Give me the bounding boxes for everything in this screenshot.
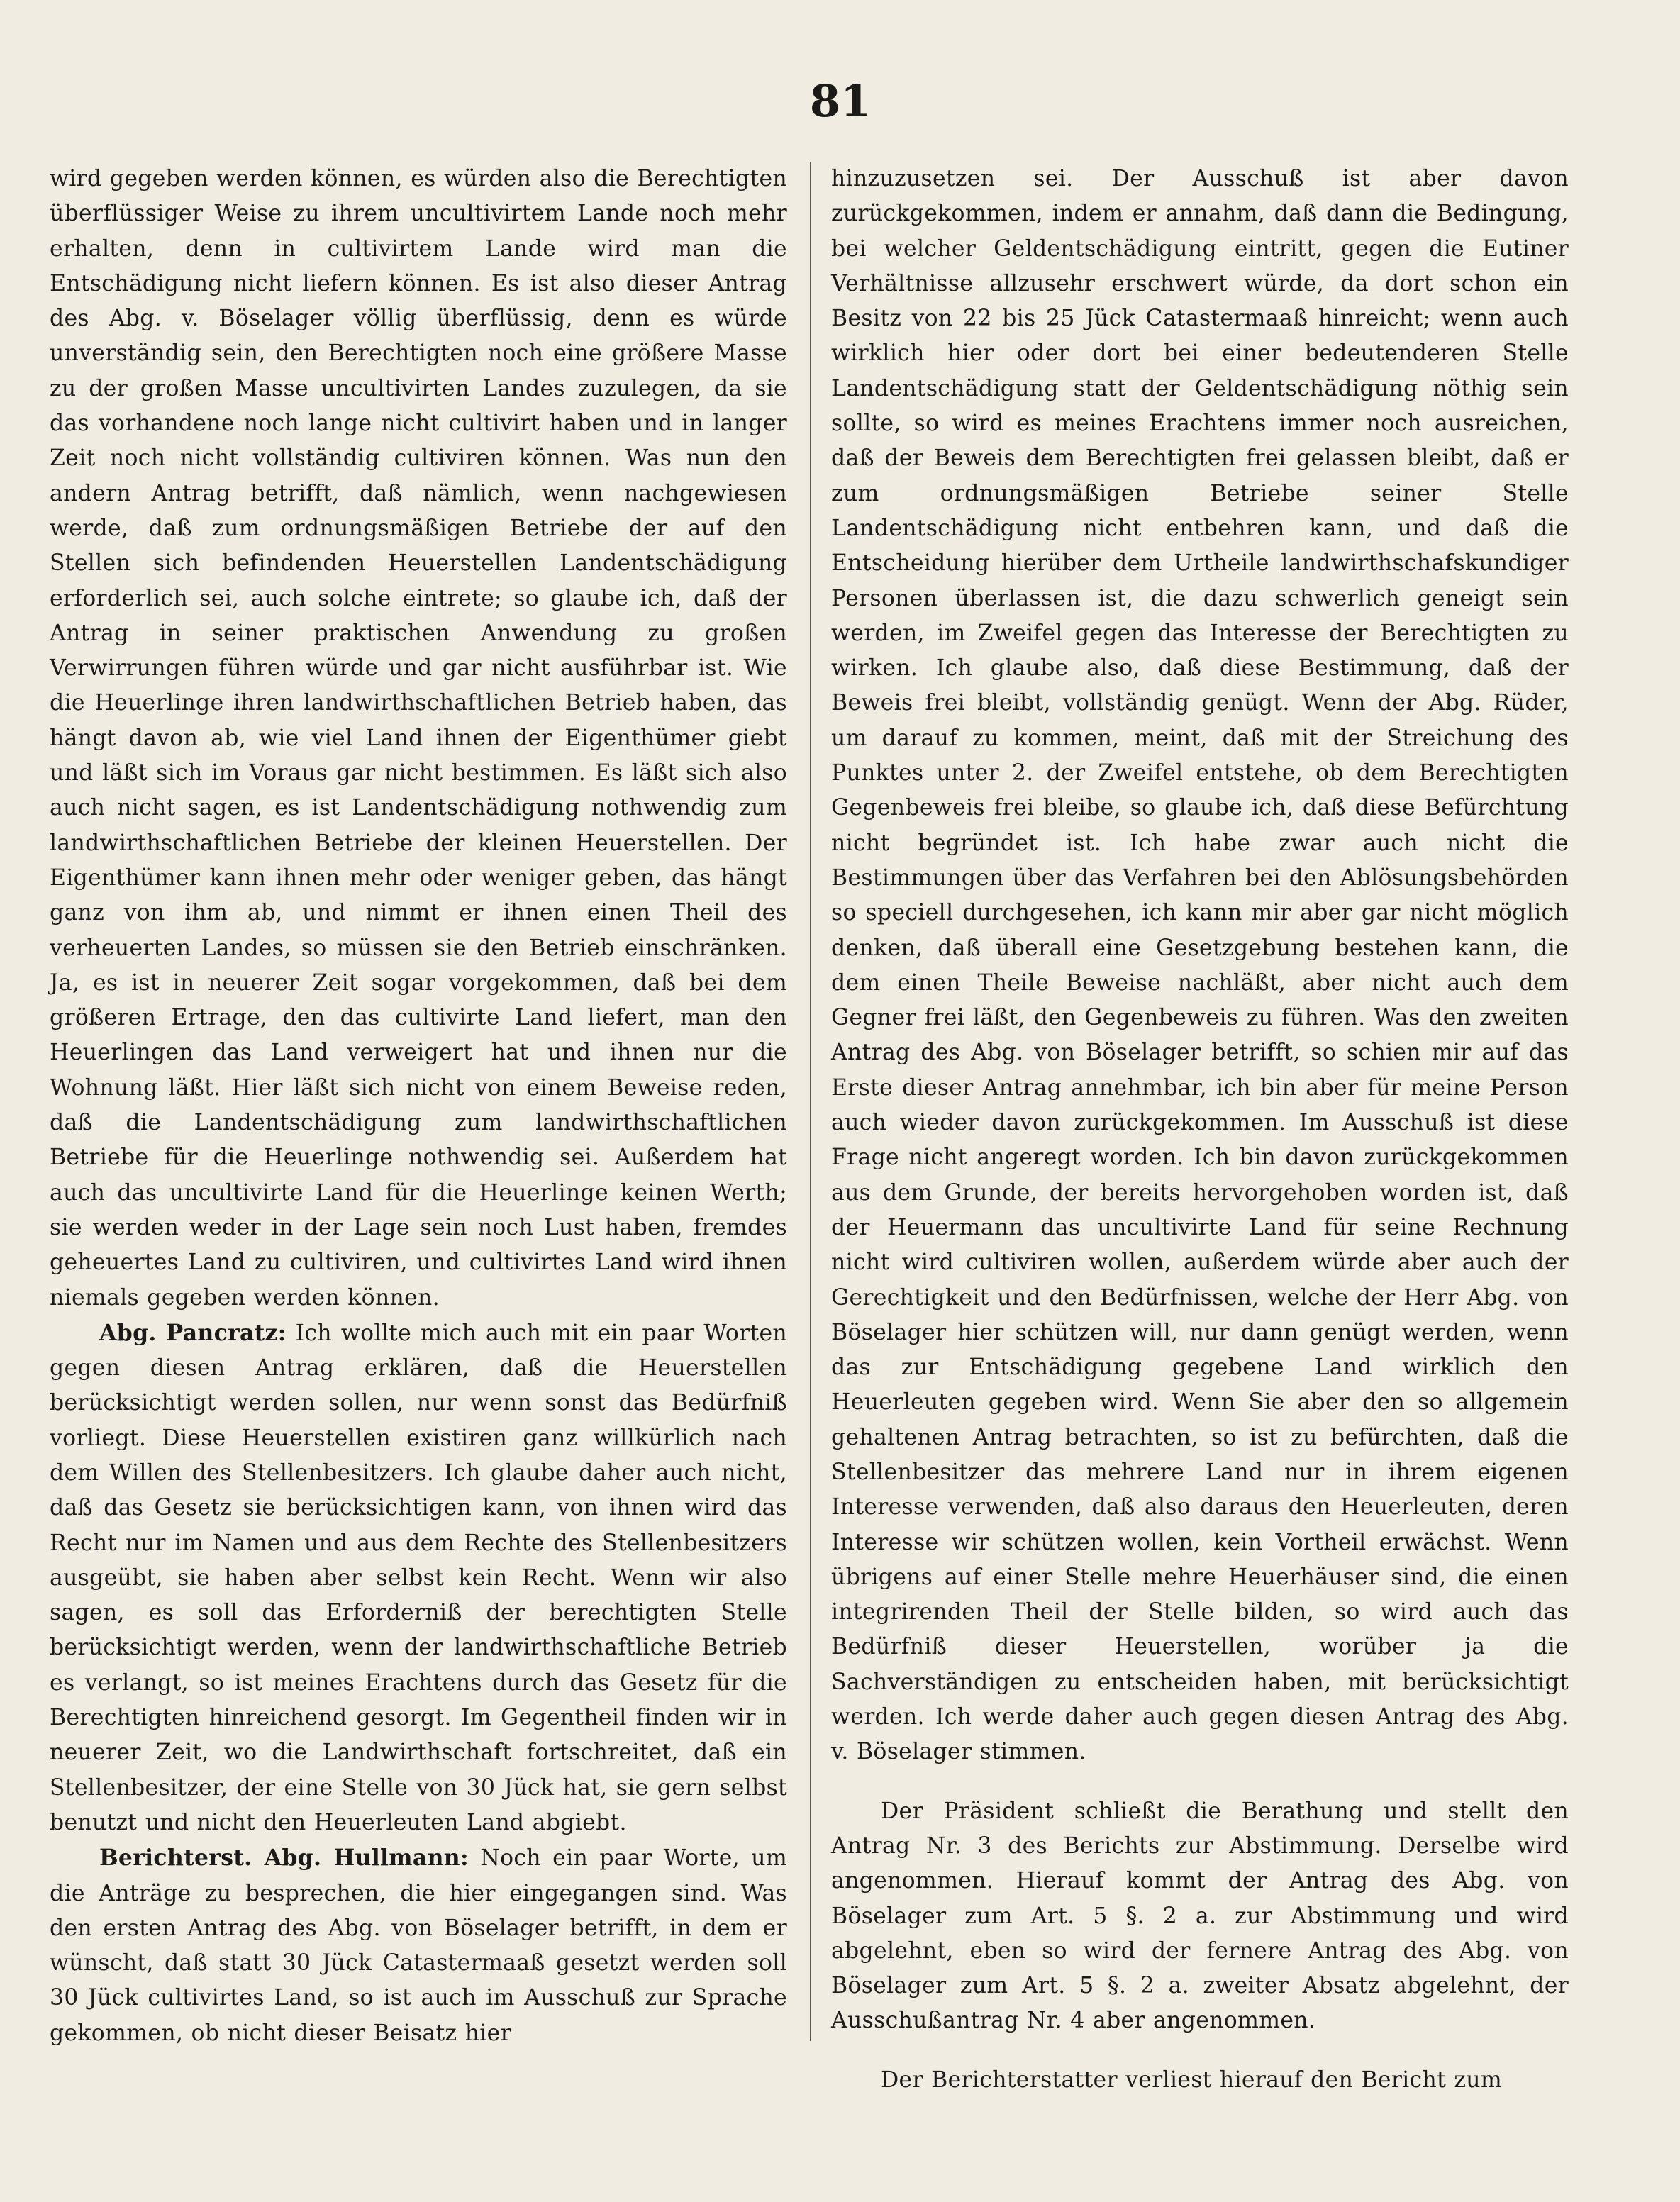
- paragraph-hullmann: [50, 1840, 787, 2051]
- paragraph-report-reading: Der Berichterstatter verliest hierauf den Bericht zum: [881, 2067, 1503, 2093]
- paragraph-hullmann-continued: hinzuzusetzen sei. Der Ausschuß ist aber davon zurückgekommen, indem er annahm, daß dann die Bedingung, bei welcher Geldentschädigung eintritt, gegen die Eutiner Verhältnisse allzusehr erschwert würde, da dort schon ein Besitz von 22 bis 25 Jück Catastermaaß hinreicht; wenn auch wirklich hier oder dort bei einer bedeutenderen Stelle Landentschädigung statt der Geldentschädigung nöthig sein sollte, so wird es meines Erachtens immer noch ausreichen, daß der Beweis dem Berechtigten frei gelassen bleibt, daß er zum ordnungsmäßigen Betriebe seiner Stelle Landentschädigung nicht entbehren kann, und daß die Entscheidung hierüber dem Urtheile landwirthschafskundiger Personen überlassen ist, die dazu schwerlich geneigt sein werden, im Zweifel gegen das Interesse der Berechtigten zu wirken. Ich glaube also, daß diese Bestimmung, daß der Beweis frei bleibt, vollständig genügt. Wenn der Abg. Rüder, um darauf zu kommen, meint, daß mit der Streichung des Punktes unter 2. der Zweifel entstehe, ob dem Berechtigten Gegenbeweis frei bleibe, so glaube ich, daß diese Befürchtung nicht begründet ist. Ich habe zwar auch nicht die Bestimmungen über das Verfahren bei den Ablösungsbehörden so speciell durchgesehen, ich kann mir aber gar nicht möglich denken, daß überall eine Gesetzgebung bestehen kann, die dem einen Theile Beweise nachläßt, aber nicht auch dem Gegner frei läßt, den Gegenbeweis zu führen. Was den zweiten Antrag des Abg. von Böselager betrifft, so schien mir auf das Erste dieser Antrag annehmbar, ich bin aber für meine Person auch wieder davon zurückgekommen. Im Ausschuß ist diese Frage nicht angeregt worden. Ich bin davon zurückgekommen aus dem Grunde, der bereits hervorgehoben worden ist, daß der Heuermann das uncultivirte Land für seine Rechnung nicht wird cultiviren wollen, außerdem würde aber auch der Gerechtigkeit und den Bedürfnissen, welche der Herr Abg. von Böselager hier schützen will, nur dann genügt werden, wenn das zur Entschädigung gegebene Land wirklich den Heuerleuten gegeben wird. Wenn Sie aber den so allgemein gehaltenen Antrag betrachten, so ist zu befürchten, daß die Stellenbesitzer das mehrere Land nur in ihrem eigenen Interesse verwenden, daß also daraus den Heuerleuten, deren Interesse wir schützen wollen, kein Vortheil erwächst. Wenn übrigens auf einer Stelle mehre Heuerhäuser sind, die einen integrirenden Theil der Stelle bilden, so wird auch das Bedürfniß dieser Heuerstellen, worüber ja die Sachverständigen zu entscheiden haben, mit berücksichtigt werden. Ich werde daher auch gegen diesen Antrag des Abg. v. Böselager stimmen.: [831, 166, 1569, 1765]
- paragraph-continuation: wird gegeben werden können, es würden also die Berechtigten überflüssiger Weise zu ihrem uncultivirtem Lande noch mehr erhalten, denn in cultivirtem Lande wird man die Entschädigung nicht liefern können. Es ist also dieser Antrag des Abg. v. Böselager völlig überflüssig, denn es würde unverständig sein, den Berechtigten noch eine größere Masse zu der großen Masse uncultivirten Landes zuzulegen, da sie das vorhandene noch lange nicht cultivirt haben und in langer Zeit noch nicht vollständig cultiviren können. Was nun den andern Antrag betrifft, daß nämlich, wenn nachgewiesen werde, daß zum ordnungsmäßigen Betriebe der auf den Stellen sich befindenden Heuerstellen Landentschädigung erforderlich sei, auch solche eintrete; so glaube ich, daß der Antrag in seiner praktischen Anwendung zu großen Verwirrungen führen würde und gar nicht ausführbar ist. Wie die Heuerlinge ihren landwirthschaftlichen Betrieb haben, das hängt davon ab, wie viel Land ihnen der Eigenthümer giebt und läßt sich im Voraus gar nicht bestimmen. Es läßt sich also auch nicht sagen, es ist Landentschädigung nothwendig zum landwirthschaftlichen Betriebe der kleinen Heuerstellen. Der Eigenthümer kann ihnen mehr oder weniger geben, das hängt ganz von ihm ab, und nimmt er ihnen einen Theil des verheuerten Landes, so müssen sie den Betrieb einschränken. Ja, es ist in neuerer Zeit sogar vorgekommen, daß bei dem größeren Ertrage, den das cultivirte Land liefert, man den Heuerlingen das Land verweigert hat und ihnen nur die Wohnung läßt. Hier läßt sich nicht von einem Beweise reden, daß die Landentschädigung zum landwirthschaftlichen Betriebe für die Heuerlinge nothwendig sei. Außerdem hat auch das uncultivirte Land für die Heuerlinge keinen Werth; sie werden weder in der Lage sein noch Lust haben, fremdes geheuertes Land zu cultiviren, und cultivirtes Land wird ihnen niemals gegeben werden können.: [50, 166, 787, 1311]
- column-divider: [810, 162, 811, 2041]
- paragraph-vote-record: Der Präsident schließt die Berathung und stellt den Antrag Nr. 3 des Berichts zur Abstimmung. Derselbe wird angenommen. Hierauf kommt der Antrag des Abg. von Böselager zum Art. 5 §. 2 a. zur Abstimmung und wird abgelehnt, eben so wird der fernere Antrag des Abg. von Böselager zum Art. 5 §. 2 a. zweiter Absatz abgelehnt, der Ausschußantrag Nr. 4 aber angenommen.: [831, 1798, 1569, 2034]
- paragraph-pancratz: [50, 1316, 787, 1840]
- speech-hullmann: Noch ein paar Worte, um die Anträge zu besprechen, die hier eingegangen sind. Was den ersten Antrag des Abg. von Böselager betrifft, in dem er wünscht, daß statt 30 Jück Catastermaaß gesetzt werden soll 30 Jück cultivirtes Land, so ist auch im Ausschuß zur Sprache gekommen, ob nicht dieser Beisatz hier: [50, 1845, 787, 2046]
- right-column: [831, 162, 1569, 2098]
- left-column: [50, 162, 787, 2051]
- speaker-hullmann: Berichterst. Abg. Hullmann:: [99, 1845, 469, 1872]
- speaker-pancratz: Abg. Pancratz:: [99, 1319, 287, 1346]
- speech-pancratz: Ich wollte mich auch mit ein paar Worten gegen diesen Antrag erklären, daß die Heuerstellen berücksichtigt werden sollen, nur wenn sonst das Bedürfniß vorliegt. Diese Heuerstellen existiren ganz willkürlich nach dem Willen des Stellenbesitzers. Ich glaube daher auch nicht, daß das Gesetz sie berücksichtigen kann, von ihnen wird das Recht nur im Namen und aus dem Rechte des Stellenbesitzers ausgeübt, sie haben aber selbst kein Recht. Wenn wir also sagen, es soll das Erforderniß der berechtigten Stelle berücksichtigt werden, wenn der landwirthschaftliche Betrieb es verlangt, so ist meines Erachtens durch das Gesetz für die Berechtigten hinreichend gesorgt. Im Gegentheil finden wir in neuerer Zeit, wo die Landwirthschaft fortschreitet, daß ein Stellenbesitzer, der eine Stelle von 30 Jück hat, sie gern selbst benutzt und nicht den Heuerleuten Land abgiebt.: [50, 1320, 787, 1835]
- page-number: 81: [809, 75, 872, 127]
